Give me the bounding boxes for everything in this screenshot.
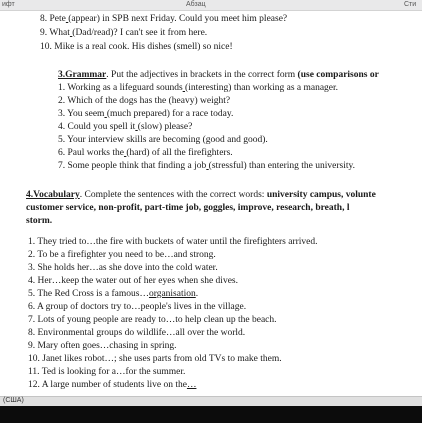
grammar-heading (58, 70, 379, 81)
text-run: 10. Mike is a real cook. His dishes (40, 42, 174, 52)
doc-line (58, 83, 338, 94)
text-run: (heavy) weight? (168, 96, 231, 106)
text-run: (appear) in SPB next Friday. Could you meet him please? (68, 14, 288, 24)
text-run: (smell) so nice! (173, 42, 233, 52)
ribbon-label-styles: Сти (404, 1, 417, 8)
text-run: 5. The Red Cross is a famous… (28, 289, 149, 299)
document-page (0, 10, 422, 393)
doc-line (28, 315, 277, 326)
doc-line (58, 96, 230, 107)
text-run: 2. To be a firefighter you need to be…and strong. (28, 250, 216, 260)
text-run: (slow) please? (137, 122, 193, 132)
vocabulary-words (26, 216, 52, 227)
text-run: 8. Environmental groups do wildlife…all over the world. (28, 328, 246, 338)
text-run: 3. You seem (58, 109, 105, 119)
doc-line (58, 109, 233, 120)
text-run: (interesting) than working as a manager. (185, 83, 339, 93)
doc-line (28, 367, 185, 378)
bold-run: university campus, volunte (266, 190, 376, 200)
doc-line (40, 14, 287, 25)
text-run: (hard) of all the firefighters. (126, 148, 233, 158)
doc-line (28, 276, 238, 287)
doc-line (28, 328, 245, 339)
text-run: . Complete the sentences with the correct words: (79, 190, 267, 200)
doc-line (58, 161, 355, 172)
text-run: 5. Your interview skills are becoming (58, 135, 203, 145)
text-run: 1. Working as a lifeguard sounds (58, 83, 183, 93)
text-run: 3. She holds her…as she dove into the cold water. (28, 263, 218, 273)
doc-line (28, 237, 317, 248)
doc-line (28, 380, 196, 391)
status-bar (0, 396, 422, 406)
bold-run: 3.Grammar (58, 70, 107, 80)
text-run: 7. Lots of young people are ready to…to help clean up the beach. (28, 315, 277, 325)
doc-line (40, 42, 233, 53)
ribbon-label-paragraph: Абзац (186, 1, 206, 8)
text-run: 6. Paul works the (58, 148, 124, 158)
text-run: 1. They tried to…the fire with buckets of water until the firefighters arrived. (28, 237, 318, 247)
text-run: (much prepared) for a race today. (106, 109, 234, 119)
text-run: 9. Mary often goes…chasing in spring. (28, 341, 177, 351)
bold-run: customer service, non-profit, part-time job, goggles, improve, research, breath, l (26, 203, 350, 213)
doc-line (58, 135, 268, 146)
text-run: (stressful) than entering the university. (208, 161, 356, 171)
blank-underline: … (186, 380, 197, 390)
vocabulary-words (26, 203, 349, 214)
doc-line (28, 341, 177, 352)
doc-line (28, 354, 282, 365)
taskbar (0, 406, 422, 423)
language-indicator[interactable]: (США) (3, 397, 24, 404)
text-run: 12. A large number of students live on the (28, 380, 187, 390)
text-run: 8. Pete (40, 14, 66, 24)
vocabulary-heading (26, 190, 376, 201)
text-run: 4. Could you spell it (58, 122, 136, 132)
text-run: 2. Which of the dogs has the (58, 96, 169, 106)
text-run: (good and good). (202, 135, 268, 145)
doc-line (28, 302, 246, 313)
text-run: . Put the adjectives in brackets in the correct form (106, 70, 298, 80)
doc-line (28, 263, 218, 274)
doc-line (28, 250, 216, 261)
doc-line (58, 148, 233, 159)
text-run: 9. What (40, 28, 70, 38)
text-run: 6. A group of doctors try to…people's lives in the village. (28, 302, 247, 312)
text-run: 10. Janet likes robot…; she uses parts from old TVs to make them. (28, 354, 282, 364)
doc-line (28, 289, 198, 300)
doc-line (58, 122, 192, 133)
text-run: (Dad/read)? I can't see it from here. (72, 28, 208, 38)
text-run: . (195, 289, 199, 299)
ribbon-label-font: ифт (2, 1, 15, 8)
bold-underline-run: 4.Vocabulary (26, 190, 80, 200)
bold-run: (use comparisons or (297, 70, 379, 80)
text-run: 4. Her…keep the water out of her eyes when she dives. (28, 276, 238, 286)
text-run: 11. Ted is looking for a…for the summer. (28, 367, 186, 377)
text-run: 7. Some people think that finding a job (58, 161, 207, 171)
blank-underline: organisation (148, 289, 196, 299)
bold-run: storm. (26, 216, 53, 226)
doc-line (40, 28, 207, 39)
